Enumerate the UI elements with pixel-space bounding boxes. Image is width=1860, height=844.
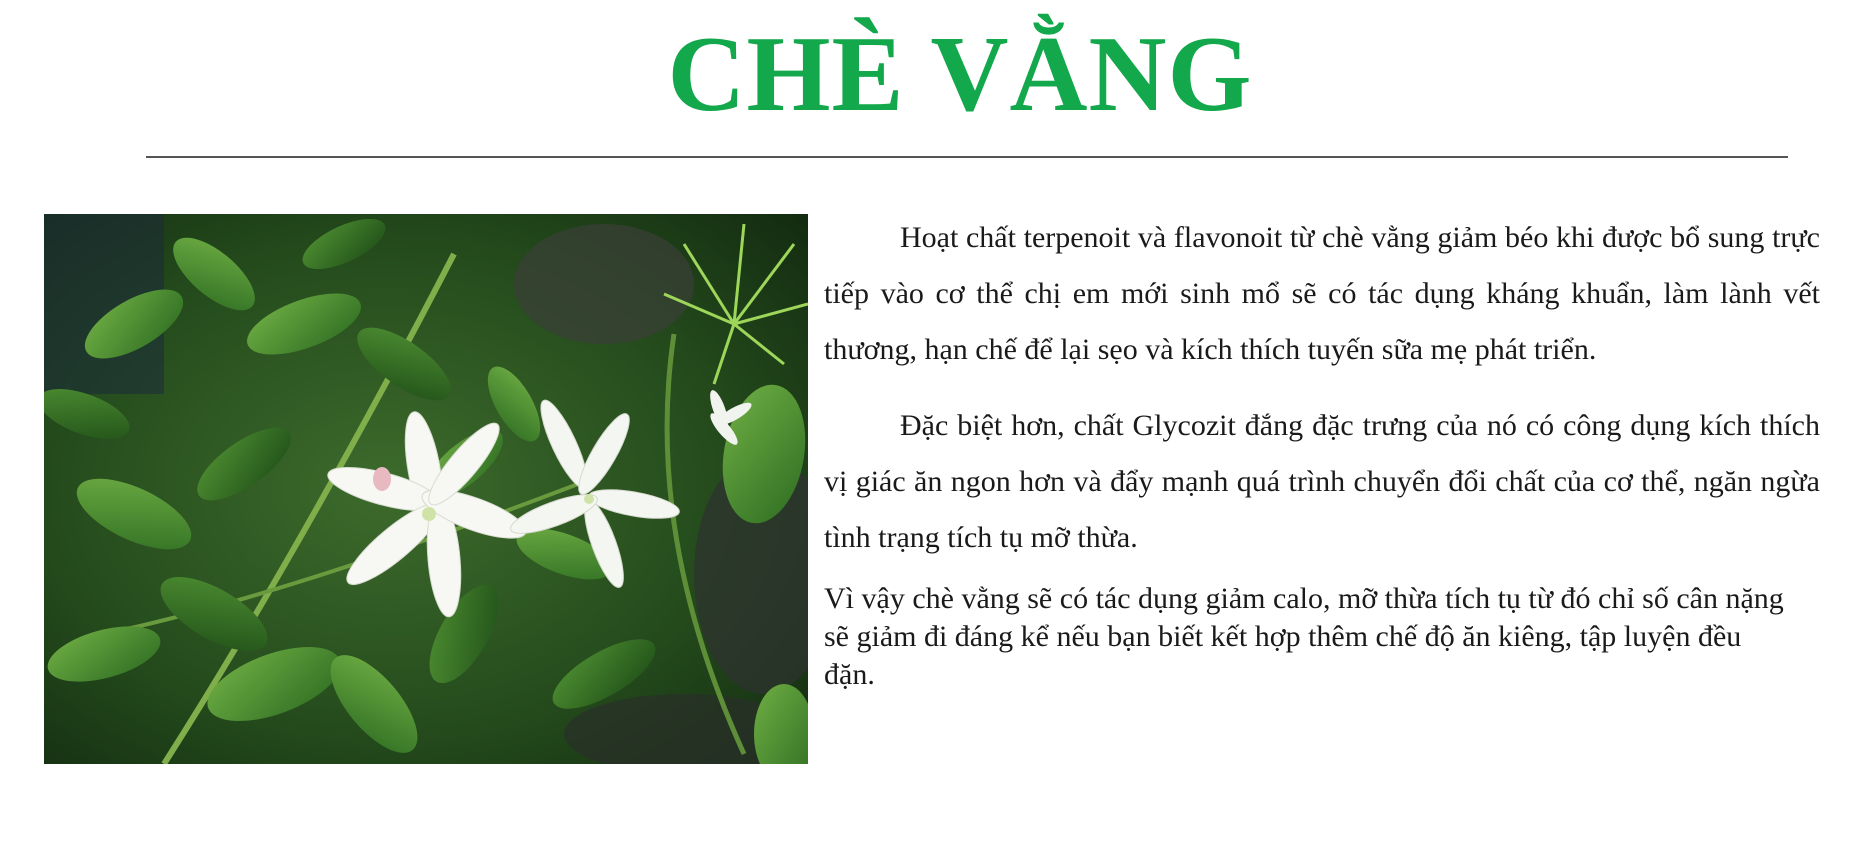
jasmine-flower-icon <box>44 214 808 764</box>
article-body <box>824 210 1820 694</box>
paragraph-conclusion: Vì vậy chè vằng sẽ có tác dụng giảm calo, mỡ thừa tích tụ từ đó chỉ số cân nặng sẽ giảm đi đáng kể nếu bạn biết kết hợp thêm chế độ ăn kiêng, tập luyện đều đặn. <box>824 582 1784 691</box>
paragraph-terpenoit: Hoạt chất terpenoit và flavonoit từ chè vằng giảm béo khi được bổ sung trực tiếp vào cơ thể chị em mới sinh mổ sẽ có tác dụng kháng khuẩn, làm lành vết thương, hạn chế để lại sẹo và kích thích tuyến sữa mẹ phát triển. <box>824 221 1820 366</box>
page-title: CHÈ VẰNG <box>667 15 1253 134</box>
title-divider <box>146 156 1788 158</box>
paragraph-glycozit: Đặc biệt hơn, chất Glycozit đắng đặc trưng của nó có công dụng kích thích vị giác ăn ngon hơn và đẩy mạnh quá trình chuyển đổi chất của cơ thể, ngăn ngừa tình trạng tích tụ mỡ thừa. <box>824 409 1820 554</box>
jasmine-flower-photo <box>44 214 808 764</box>
